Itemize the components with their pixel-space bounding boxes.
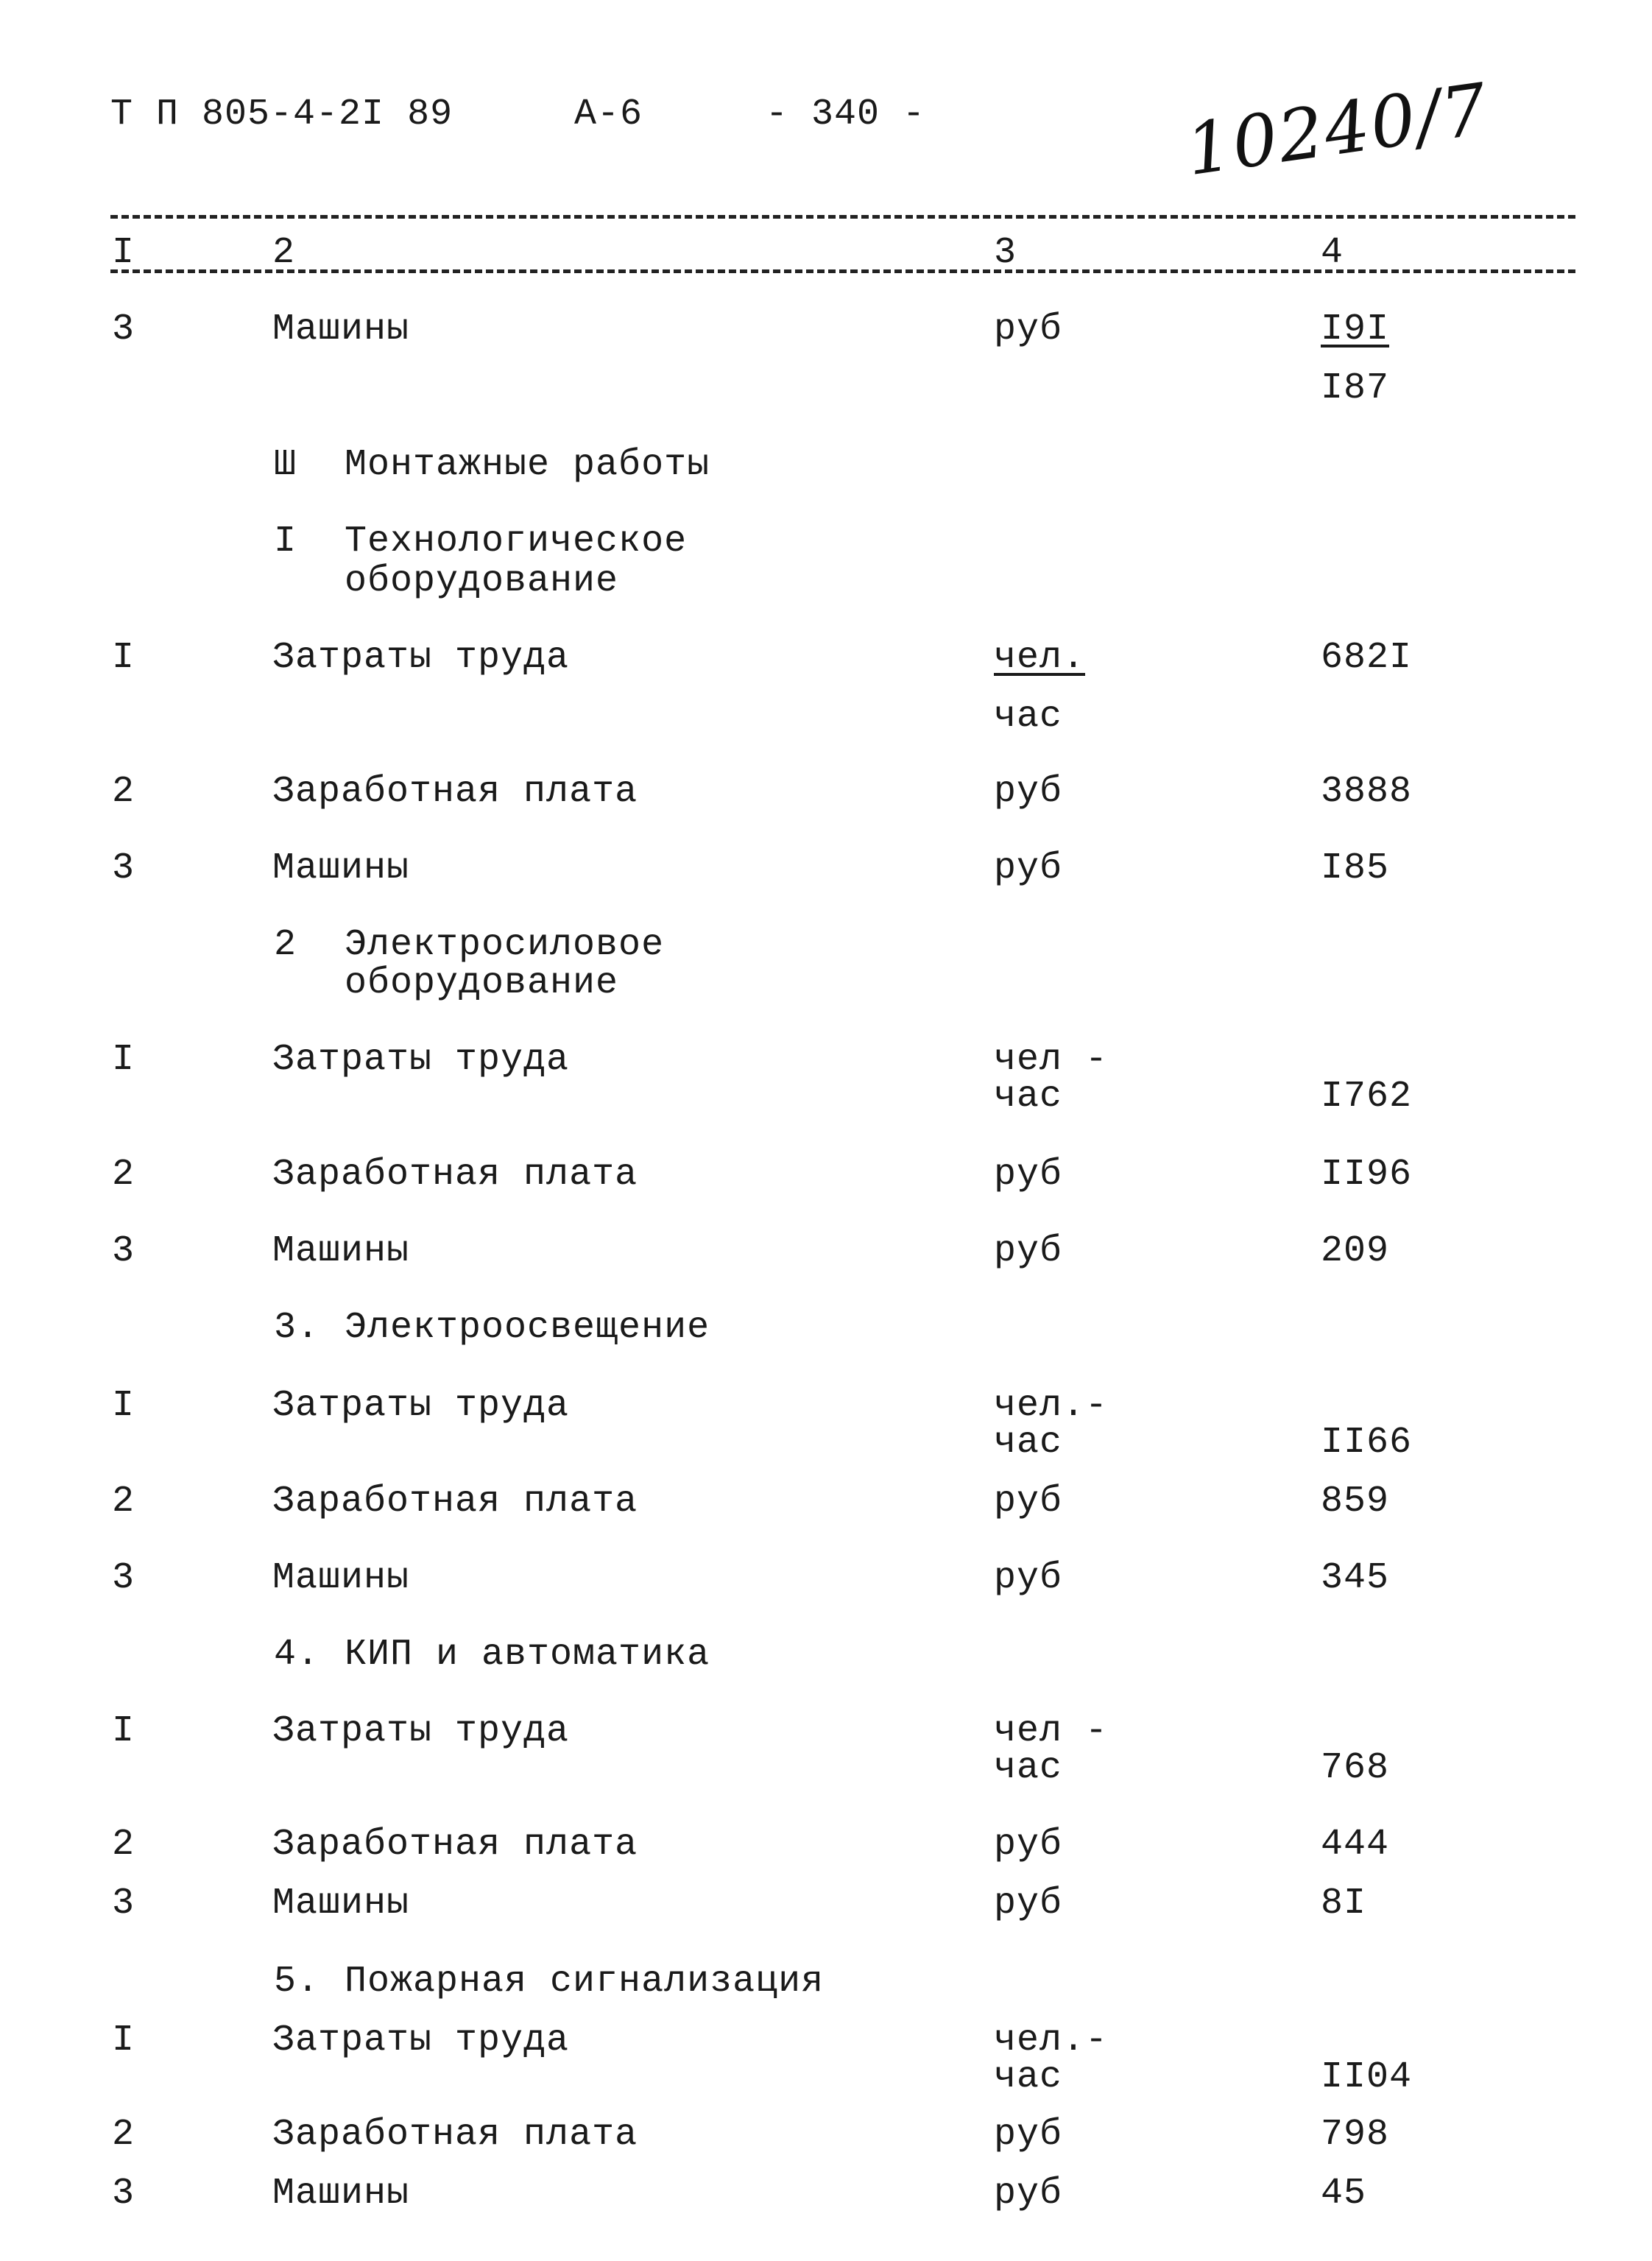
row-number: I (112, 1039, 135, 1081)
row-unit: руб (994, 2173, 1063, 2215)
row-number: 3 (112, 2173, 135, 2215)
row-number: I (112, 637, 135, 679)
document-code: Т П 805-4-2I 89 (110, 94, 453, 135)
section-number: 2 (274, 924, 297, 966)
section-title: оборудование (345, 560, 619, 602)
row-label: Затраты труда (272, 637, 570, 679)
row-value: 209 (1321, 1230, 1390, 1272)
section-title: оборудование (345, 962, 619, 1004)
album-number: А-6 (574, 94, 643, 135)
row-number: 3 (112, 1230, 135, 1272)
row-number: 3 (112, 1557, 135, 1599)
row-unit: руб (994, 771, 1063, 813)
row-value: 768 (1321, 1747, 1390, 1789)
column-header-1: I (112, 232, 135, 274)
row-label: Затраты труда (272, 1710, 570, 1752)
row-value: 682I (1321, 637, 1413, 679)
row-value: 8I (1321, 1883, 1367, 1925)
section-title: Пожарная сигнализация (345, 1961, 825, 2003)
row-number: 3 (112, 308, 135, 350)
row-value: 3888 (1321, 771, 1413, 813)
row-unit: руб (994, 308, 1063, 350)
row-label: Машины (272, 1557, 410, 1599)
row-number: 2 (112, 1481, 135, 1523)
row-value: 345 (1321, 1557, 1390, 1599)
section-title: Монтажные работы (345, 444, 710, 486)
row-label: Машины (272, 1230, 410, 1272)
handwritten-number: 10240/7 (1181, 67, 1494, 192)
row-label: Заработная плата (272, 771, 638, 813)
row-unit: час (994, 1747, 1063, 1789)
row-unit: руб (994, 1883, 1063, 1925)
row-number: I (112, 1710, 135, 1752)
section-number: Ш (274, 444, 297, 486)
row-label: Машины (272, 847, 410, 889)
row-label: Машины (272, 1883, 410, 1925)
row-number: 3 (112, 1883, 135, 1925)
row-number: 2 (112, 1824, 135, 1866)
row-label: Затраты труда (272, 1039, 570, 1081)
section-number: I (274, 521, 297, 562)
row-unit: чел - (994, 1710, 1109, 1752)
column-header-3: 3 (994, 232, 1017, 274)
row-unit: час (994, 1076, 1063, 1118)
row-unit: час (994, 1422, 1063, 1464)
section-title: Электроосвещение (345, 1307, 710, 1349)
row-value: 444 (1321, 1824, 1390, 1866)
row-unit: час (994, 696, 1063, 738)
section-title: Технологическое (345, 521, 688, 562)
column-header-4: 4 (1321, 232, 1344, 274)
row-number: 2 (112, 1154, 135, 1196)
row-number: I (112, 2020, 135, 2061)
row-unit: чел. (994, 637, 1086, 679)
row-value: 859 (1321, 1481, 1390, 1523)
row-label: Машины (272, 2173, 410, 2215)
row-value: I762 (1321, 1076, 1413, 1118)
row-value: 45 (1321, 2173, 1367, 2215)
row-unit: руб (994, 1557, 1063, 1599)
row-label: Затраты труда (272, 1385, 570, 1427)
section-number: 4. (274, 1634, 320, 1676)
row-value: II66 (1321, 1422, 1413, 1464)
row-value: I9I (1321, 308, 1390, 350)
row-label: Машины (272, 308, 410, 350)
row-value-secondary: I87 (1321, 367, 1390, 409)
row-number: 2 (112, 771, 135, 813)
table-top-rule (110, 215, 1575, 219)
page-number: - 340 - (766, 94, 926, 135)
row-label: Заработная плата (272, 1824, 638, 1866)
row-label: Затраты труда (272, 2020, 570, 2061)
row-number: I (112, 1385, 135, 1427)
row-unit: руб (994, 847, 1063, 889)
section-number: 3. (274, 1307, 320, 1349)
row-unit: руб (994, 1824, 1063, 1866)
table-header-rule (110, 269, 1575, 273)
row-label: Заработная плата (272, 2114, 638, 2156)
section-title: КИП и автоматика (345, 1634, 710, 1676)
row-unit: руб (994, 1154, 1063, 1196)
row-unit: руб (994, 1481, 1063, 1523)
row-unit: чел - (994, 1039, 1109, 1081)
row-value: II96 (1321, 1154, 1413, 1196)
row-unit: час (994, 2056, 1063, 2098)
row-unit: руб (994, 2114, 1063, 2156)
column-header-2: 2 (272, 232, 296, 274)
row-label: Заработная плата (272, 1154, 638, 1196)
row-value: 798 (1321, 2114, 1390, 2156)
row-value: I85 (1321, 847, 1390, 889)
row-unit: чел.- (994, 1385, 1109, 1427)
row-value: II04 (1321, 2056, 1413, 2098)
row-number: 2 (112, 2114, 135, 2156)
row-label: Заработная плата (272, 1481, 638, 1523)
row-unit: чел.- (994, 2020, 1109, 2061)
row-number: 3 (112, 847, 135, 889)
section-number: 5. (274, 1961, 320, 2003)
row-unit: руб (994, 1230, 1063, 1272)
section-title: Электросиловое (345, 924, 665, 966)
